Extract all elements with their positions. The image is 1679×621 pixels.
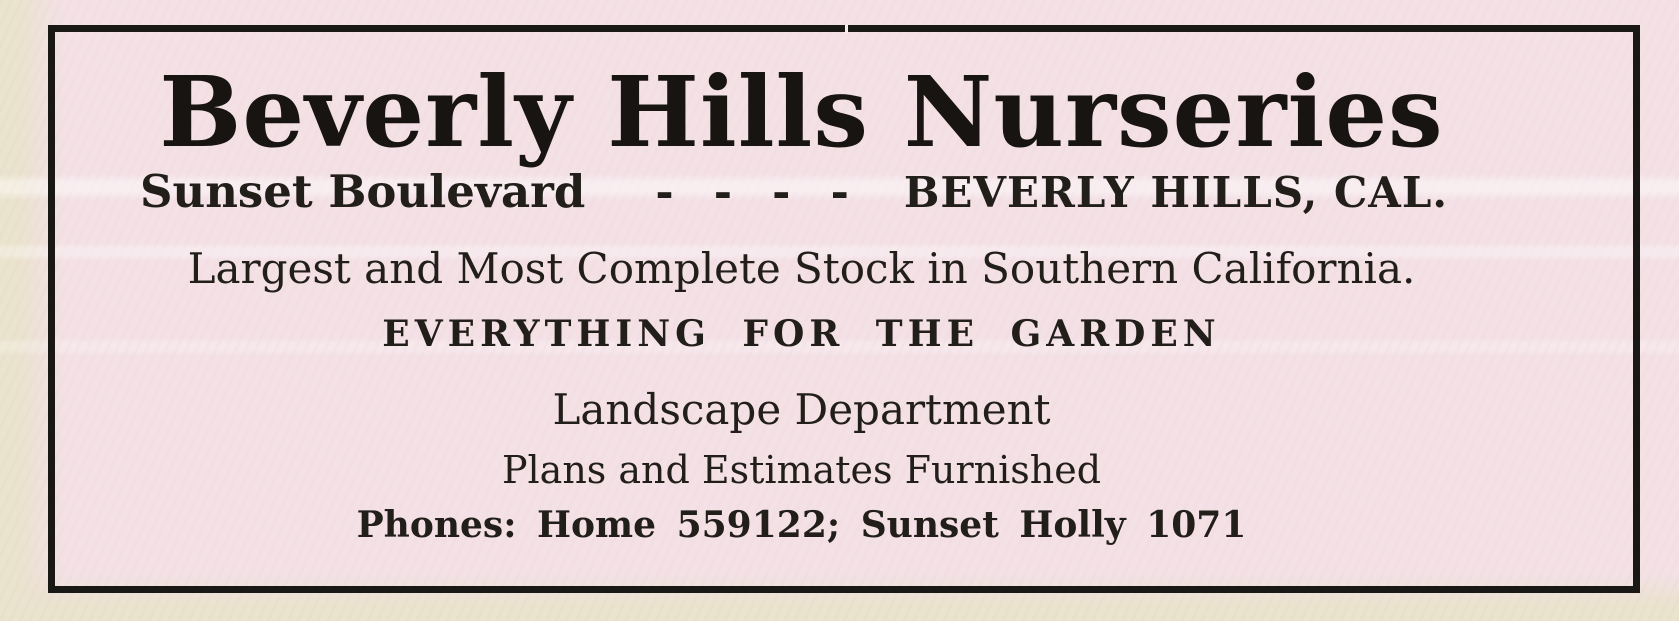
- city-state: BEVERLY HILLS, CAL.: [903, 167, 1448, 217]
- separator-dash: -: [713, 166, 733, 218]
- slogan: EVERYTHING FOR THE GARDEN: [382, 312, 1221, 355]
- separator-dash: -: [772, 166, 791, 218]
- ad-content: [55, 32, 1633, 586]
- ad-border-frame: [48, 25, 1640, 593]
- separator-dash: -: [830, 166, 849, 218]
- address-line: [55, 164, 1548, 218]
- department-line: Landscape Department: [552, 384, 1051, 434]
- scan-artifact-border-gap: [845, 25, 848, 33]
- phone-line: Phones: Home 559122; Sunset Holly 1071: [356, 504, 1247, 547]
- ad-headline: Beverly Hills Nurseries: [159, 55, 1444, 169]
- separator-dash: -: [655, 166, 674, 218]
- tagline: Largest and Most Complete Stock in Southern California.: [187, 243, 1416, 293]
- services-line: Plans and Estimates Furnished: [501, 447, 1102, 492]
- separator-dashes: [585, 166, 904, 218]
- street-address: Sunset Boulevard: [140, 164, 586, 218]
